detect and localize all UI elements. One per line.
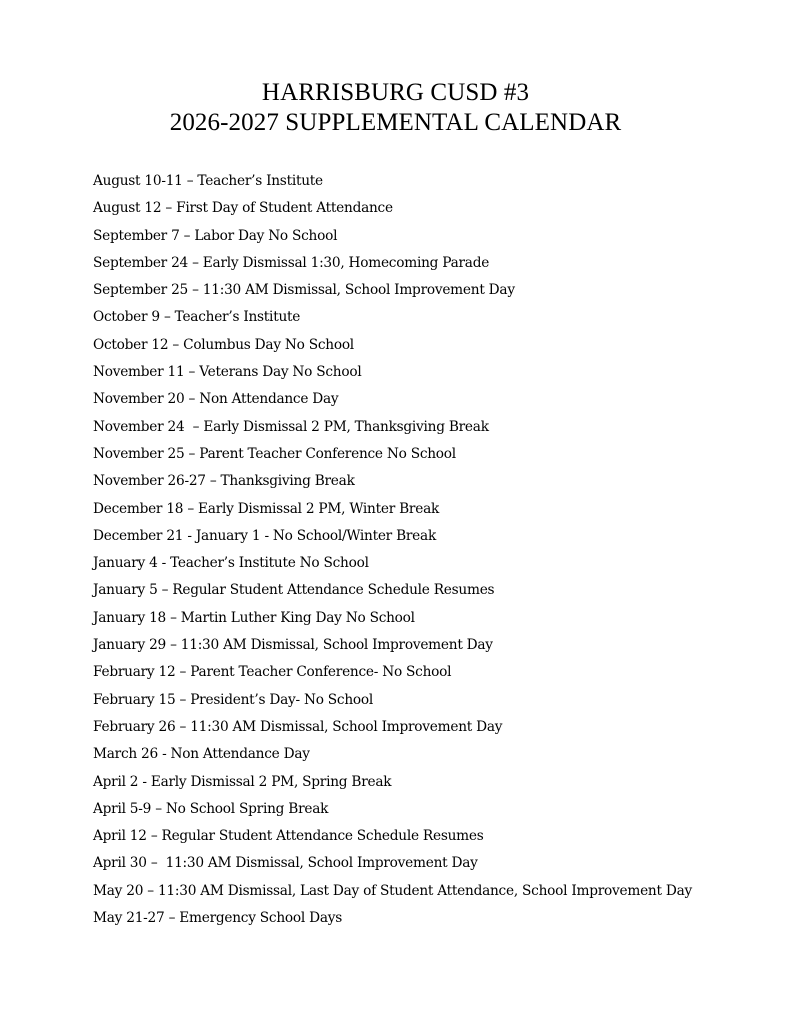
calendar-event: November 11 – Veterans Day No School bbox=[93, 364, 362, 381]
calendar-event: November 24 – Early Dismissal 2 PM, Thanksgiving Break bbox=[93, 418, 489, 435]
calendar-event-list bbox=[93, 168, 753, 932]
calendar-event: May 20 – 11:30 AM Dismissal, Last Day of Student Attendance, School Improvement Day bbox=[93, 882, 692, 899]
calendar-title: 2026-2027 SUPPLEMENTAL CALENDAR bbox=[169, 109, 622, 136]
calendar-event: September 25 – 11:30 AM Dismissal, School Improvement Day bbox=[93, 282, 515, 299]
calendar-event: December 18 – Early Dismissal 2 PM, Winter Break bbox=[93, 500, 440, 517]
calendar-event: February 26 – 11:30 AM Dismissal, School Improvement Day bbox=[93, 718, 503, 735]
calendar-event: September 24 – Early Dismissal 1:30, Homecoming Parade bbox=[93, 254, 490, 271]
calendar-event: May 21-27 – Emergency School Days bbox=[93, 910, 343, 927]
calendar-event: August 12 – First Day of Student Attendance bbox=[93, 200, 393, 217]
calendar-event: February 15 – President’s Day- No School bbox=[93, 691, 374, 708]
document-header bbox=[0, 78, 791, 138]
calendar-event: April 12 – Regular Student Attendance Schedule Resumes bbox=[93, 828, 484, 845]
calendar-event: November 25 – Parent Teacher Conference No School bbox=[93, 445, 456, 462]
calendar-event: April 30 – 11:30 AM Dismissal, School Improvement Day bbox=[93, 855, 478, 872]
calendar-event: November 20 – Non Attendance Day bbox=[93, 391, 339, 408]
calendar-event: January 4 - Teacher’s Institute No School bbox=[93, 555, 369, 572]
calendar-event: January 18 – Martin Luther King Day No School bbox=[93, 609, 415, 626]
calendar-event: March 26 - Non Attendance Day bbox=[93, 746, 310, 763]
calendar-event: October 12 – Columbus Day No School bbox=[93, 336, 354, 353]
calendar-event: February 12 – Parent Teacher Conference- No School bbox=[93, 664, 452, 681]
calendar-event: October 9 – Teacher’s Institute bbox=[93, 309, 301, 326]
calendar-event: September 7 – Labor Day No School bbox=[93, 227, 338, 244]
calendar-event: April 5-9 – No School Spring Break bbox=[93, 800, 329, 817]
calendar-event: April 2 - Early Dismissal 2 PM, Spring Break bbox=[93, 773, 392, 790]
calendar-event: December 21 - January 1 - No School/Winter Break bbox=[93, 527, 436, 544]
calendar-event: November 26-27 – Thanksgiving Break bbox=[93, 473, 355, 490]
district-title: HARRISBURG CUSD #3 bbox=[261, 79, 530, 106]
calendar-event: January 29 – 11:30 AM Dismissal, School Improvement Day bbox=[93, 637, 493, 654]
calendar-event: January 5 – Regular Student Attendance Schedule Resumes bbox=[93, 582, 495, 599]
calendar-event: August 10-11 – Teacher’s Institute bbox=[93, 173, 323, 189]
